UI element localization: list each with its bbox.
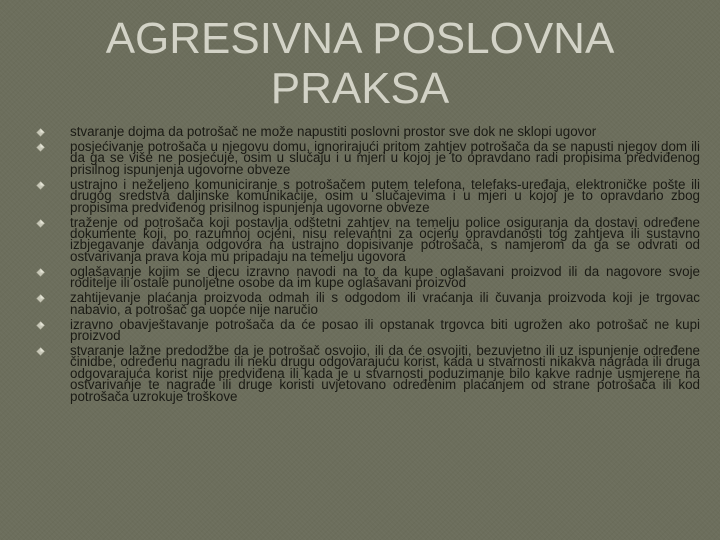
diamond-bullet-icon xyxy=(36,268,45,277)
list-item xyxy=(36,316,700,344)
list-item xyxy=(36,214,700,264)
list-item xyxy=(36,263,700,291)
list-item-text: posjećivanje potrošača u njegovu domu, ignorirajući pritom zahtjev potrošača da se napusti njegov dom ili da ga se više ne posjećuje, osim u slučaju i u mjeri u kojoj je to opravdano radi propisima predviđenog prisilnog ispunjenja ugovorne obveze xyxy=(70,139,700,177)
list-item xyxy=(36,176,700,215)
diamond-bullet-icon xyxy=(36,294,45,303)
diamond-bullet-icon xyxy=(36,321,45,330)
list-item-text: oglašavanje kojim se djecu izravno navodi na to da kupe oglašavani proizvod ili da nagovore svoje roditelje ili ostale punoljetne osobe da im kupe oglašavani proizvod xyxy=(70,263,700,291)
list-item-text: stvaranje dojma da potrošač ne može napustiti poslovni prostor sve dok ne sklopi ugovor xyxy=(70,124,597,139)
list-item-text: izravno obavještavanje potrošača da će posao ili opstanak trgovca biti ugrožen ako potrošač ne kupi proizvod xyxy=(70,316,700,344)
diamond-bullet-icon xyxy=(36,347,45,356)
list-item xyxy=(36,345,700,402)
list-item xyxy=(36,292,700,315)
slide-title xyxy=(60,14,660,114)
list-item-text: ustrajno i neželjeno komuniciranje s potrošačem putem telefona, telefaks-uređaja, elektroničke pošte ili drugog sredstva daljinske komunikacije, osim u slučajevima i u mjeri u kojoj je to opravdano zbog propisima predviđenog prisilnog ispunjenja ugovorne obveze xyxy=(70,176,700,215)
bullet-list xyxy=(36,126,700,406)
diamond-bullet-icon xyxy=(36,143,45,152)
list-item-text: stvaranje lažne predodžbe da je potrošač osvojio, ili da će osvojiti, bezuvjetno ili uz ispunjenje određene činidbe, određenu nagradu ili neku drugu odgovarajuću korist, kada u stvarnosti nikakva nagrada ili druga odgovarajuća korist nije predviđena ili kada je u stvarnosti poduzimanje bilo kakve radnje usmjerene na ostvarivanje te nagrade ili druge koristi uvjetovano određenim plaćanjem od strane potrošača ili kod potrošača uzrokuje troškove xyxy=(70,343,700,404)
list-item xyxy=(36,126,700,137)
list-item-text: traženje od potrošača koji postavlja odštetni zahtjev na temelju police osiguranja da dostavi određene dokumente koji, po razumnoj ocjeni, nisu relevantni za ocjenu opravdanosti tog zahtjeva ili sustavno izbjegavanje davanja odgovora na ustrajno dopisivanje potrošača, s namjerom da ga se odvrati od ostvarivanja prava koja mu pripadaju na temelju ugovora xyxy=(70,214,700,264)
diamond-bullet-icon xyxy=(36,128,45,137)
diamond-bullet-icon xyxy=(36,181,45,190)
diamond-bullet-icon xyxy=(36,219,45,228)
list-item xyxy=(36,141,700,175)
list-item-text: zahtijevanje plaćanja proizvoda odmah ili s odgodom ili vraćanja ili čuvanja proizvoda koji je trgovac nabavio, a potrošač ga uopće nije naručio xyxy=(70,290,700,317)
slide-title-line-1: AGRESIVNA POSLOVNA xyxy=(105,14,615,63)
slide-title-line-2: PRAKSA xyxy=(270,64,450,113)
